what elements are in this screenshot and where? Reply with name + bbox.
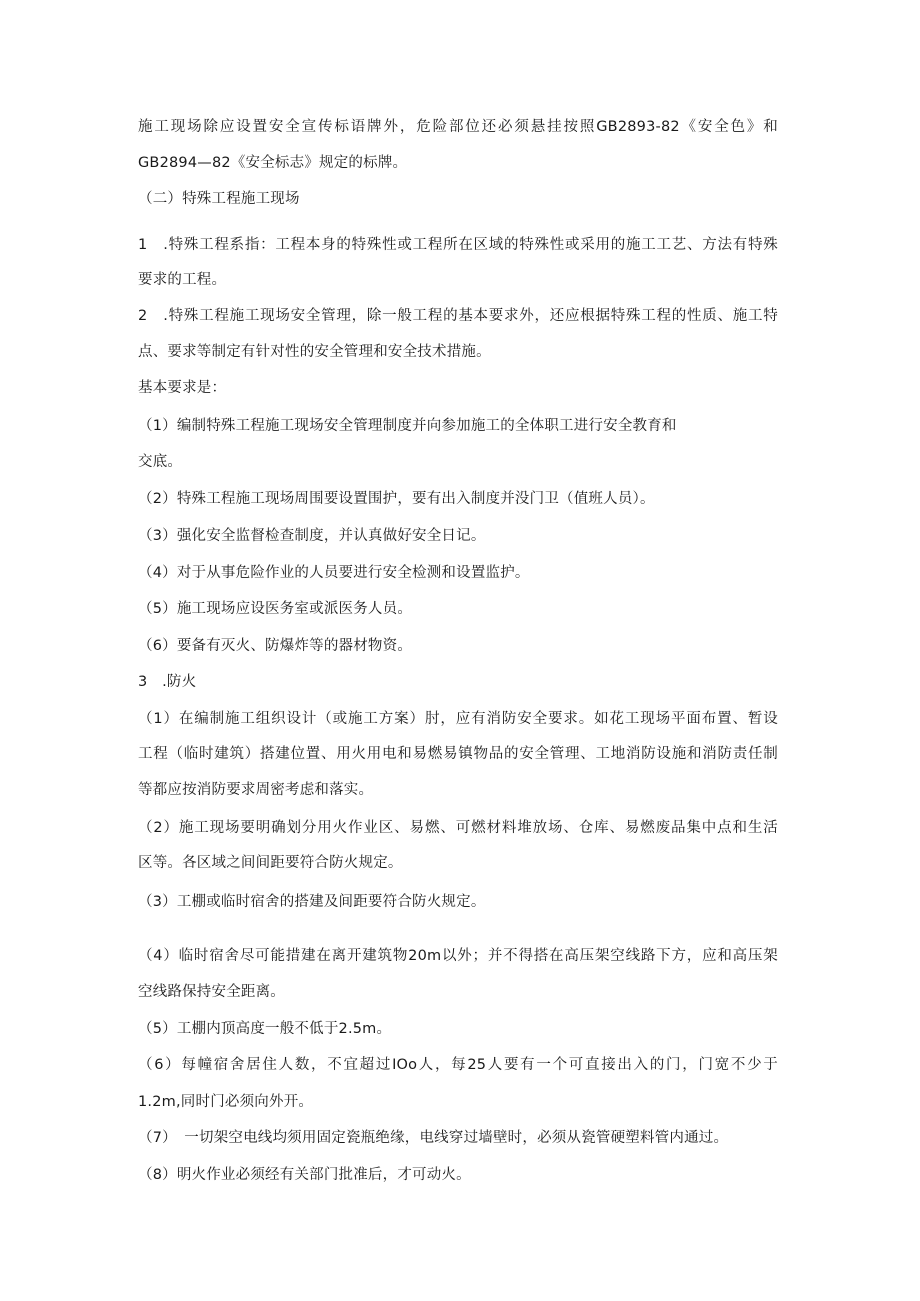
section-heading: （二）特殊工程施工现场 bbox=[138, 191, 300, 207]
list-item: （2）特殊工程施工现场周围要设置围护，要有出入制度并没门卫（值班人员）。 bbox=[138, 491, 655, 507]
paragraph-line: 点、要求等制定有针对性的安全管理和安全技术措施。 bbox=[138, 344, 491, 360]
list-item: （8）明火作业必须经有关部门批准后，才可动火。 bbox=[138, 1167, 471, 1183]
paragraph-line: 工程（临时建筑）搭建位置、用火用电和易燃易镇物品的安全管理、工地消防设施和消防责任制 bbox=[138, 746, 778, 762]
paragraph-line: 要求的工程。 bbox=[138, 272, 227, 288]
list-item: （3）工棚或临时宿舍的搭建及间距要符合防火规定。 bbox=[138, 894, 486, 910]
paragraph-line: 空线路保持安全距离。 bbox=[138, 984, 285, 1000]
list-item: （5）施工现场应设医务室或派医务人员。 bbox=[138, 601, 413, 617]
paragraph-line: 施工现场除应设置安全宣传标语牌外，危险部位还必须悬挂按照GB2893-82《安全色》和 bbox=[138, 119, 778, 135]
list-item: （6）每幢宿舍居住人数，不宜超过IOo人，每25人要有一个可直接出入的门，门宽不少于 bbox=[138, 1057, 778, 1073]
list-item: （4）临时宿舍尽可能措建在离开建筑物20m以外；并不得搭在高压架空线路下方，应和高压架 bbox=[138, 948, 778, 964]
paragraph-line: 基本要求是： bbox=[138, 380, 227, 396]
section-heading: 3 .防火 bbox=[138, 674, 197, 690]
list-item: （2）施工现场要明确划分用火作业区、易燃、可燃材料堆放场、仓库、易燃废品集中点和生活 bbox=[138, 820, 778, 836]
list-item: （4）对于从事危险作业的人员要进行安全检测和设置监护。 bbox=[138, 565, 530, 581]
list-item: （7） 一切架空电线均须用固定瓷瓶绝缘，电线穿过墙壁时，必须从瓷管硬塑料管内通过。 bbox=[138, 1130, 729, 1146]
paragraph-line: GB2894—82《安全标志》规定的标牌。 bbox=[138, 155, 408, 171]
paragraph-line: 1.2m,同时门必须向外开。 bbox=[138, 1094, 314, 1110]
paragraph-line: 1 .特殊工程系指：工程本身的特殊性或工程所在区域的特殊性或采用的施工工艺、方法有特殊 bbox=[138, 237, 778, 253]
list-item: （1）编制特殊工程施工现场安全管理制度并向参加施工的全体职工进行安全教育和 bbox=[138, 418, 677, 434]
paragraph-line: 2 .特殊工程施工现场安全管理，除一般工程的基本要求外，还应根据特殊工程的性质、施工特 bbox=[138, 308, 778, 324]
list-item: （6）要备有灭火、防爆炸等的器材物资。 bbox=[138, 638, 413, 654]
paragraph-line: 等都应按消防要求周密考虑和落实。 bbox=[138, 782, 374, 798]
paragraph-line: 交底。 bbox=[138, 454, 183, 470]
list-item: （5）工棚内顶高度一般不低于2.5m。 bbox=[138, 1021, 392, 1037]
list-item: （3）强化安全监督检查制度，并认真做好安全日记。 bbox=[138, 528, 486, 544]
list-item: （1）在编制施工组织设计（或施工方案）肘，应有消防安全要求。如花工现场平面布置、暂设 bbox=[138, 711, 778, 727]
paragraph-line: 区等。各区域之间间距要符合防火规定。 bbox=[138, 855, 403, 871]
